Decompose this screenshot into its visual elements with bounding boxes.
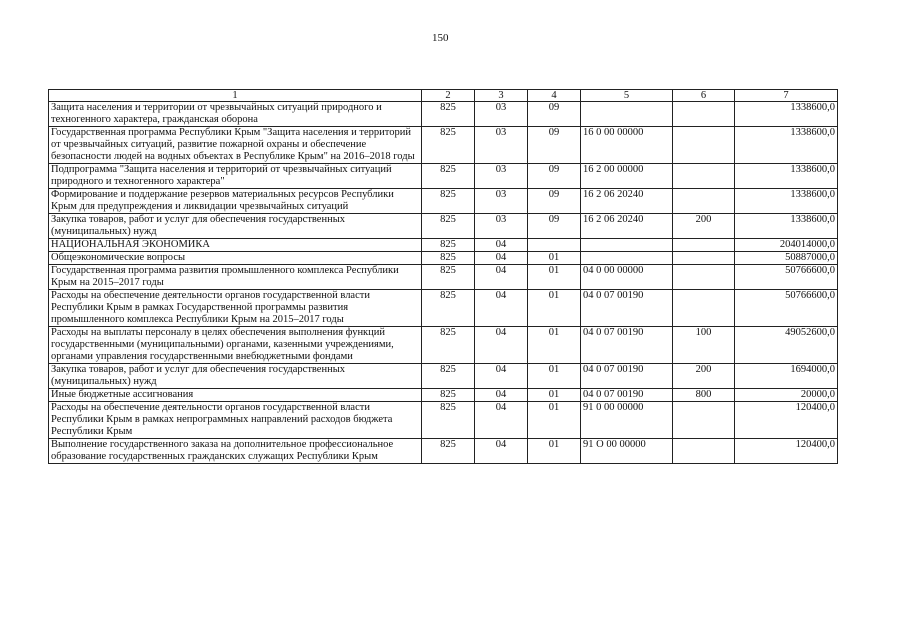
table-row — [49, 164, 838, 189]
row-code-2-cell: 825 — [422, 239, 475, 252]
row-code-6-cell — [673, 402, 735, 439]
row-code-6-cell — [673, 102, 735, 127]
budget-table — [48, 89, 838, 464]
row-name-cell: Иные бюджетные ассигнования — [49, 389, 422, 402]
row-code-2-cell: 825 — [422, 127, 475, 164]
row-code-2-cell: 825 — [422, 290, 475, 327]
column-header: 5 — [581, 90, 673, 102]
table-row — [49, 252, 838, 265]
row-code-3-cell: 04 — [475, 389, 528, 402]
row-name-cell: Подпрограмма "Защита населения и территорий от чрезвычайных ситуаций природного и техногенного характера" — [49, 164, 422, 189]
row-code-2-cell: 825 — [422, 389, 475, 402]
row-amount-cell: 1338600,0 — [735, 189, 838, 214]
row-name-cell: Формирование и поддержание резервов материальных ресурсов Республики Крым для предупреждения и ликвидации чрезвычайных ситуаций — [49, 189, 422, 214]
row-name-cell: Закупка товаров, работ и услуг для обеспечения государственных (муниципальных) нужд — [49, 364, 422, 389]
row-code-4-cell: 01 — [528, 290, 581, 327]
row-name-cell: Защита населения и территории от чрезвычайных ситуаций природного и техногенного характера, гражданская оборона — [49, 102, 422, 127]
row-code-6-cell — [673, 164, 735, 189]
row-code-4-cell: 09 — [528, 127, 581, 164]
table-row — [49, 402, 838, 439]
row-code-2-cell: 825 — [422, 164, 475, 189]
table-row — [49, 364, 838, 389]
row-code-6-cell — [673, 189, 735, 214]
row-code-2-cell: 825 — [422, 252, 475, 265]
row-code-3-cell: 04 — [475, 252, 528, 265]
row-code-5-cell: 04 0 00 00000 — [581, 265, 673, 290]
row-code-5-cell: 16 0 00 00000 — [581, 127, 673, 164]
row-code-5-cell: 16 2 00 00000 — [581, 164, 673, 189]
table-row — [49, 239, 838, 252]
row-code-3-cell: 03 — [475, 127, 528, 164]
column-header: 2 — [422, 90, 475, 102]
row-code-2-cell: 825 — [422, 364, 475, 389]
row-code-5-cell — [581, 252, 673, 265]
row-amount-cell: 49052600,0 — [735, 327, 838, 364]
row-name-cell: НАЦИОНАЛЬНАЯ ЭКОНОМИКА — [49, 239, 422, 252]
table-row — [49, 439, 838, 464]
row-code-2-cell: 825 — [422, 402, 475, 439]
table-row — [49, 214, 838, 239]
row-code-2-cell: 825 — [422, 439, 475, 464]
row-name-cell: Государственная программа Республики Крым "Защита населения и территорий от чрезвычайных ситуаций, развитие пожарной охраны и обеспечение безопасности людей на водных объектах в Республике Крым" на 2016–2018 годы — [49, 127, 422, 164]
row-code-3-cell: 03 — [475, 189, 528, 214]
row-code-3-cell: 04 — [475, 239, 528, 252]
row-code-4-cell: 09 — [528, 164, 581, 189]
row-code-5-cell: 04 0 07 00190 — [581, 364, 673, 389]
row-amount-cell: 1338600,0 — [735, 164, 838, 189]
row-code-6-cell — [673, 127, 735, 164]
table-row — [49, 290, 838, 327]
row-code-4-cell: 01 — [528, 327, 581, 364]
row-code-3-cell: 03 — [475, 164, 528, 189]
row-amount-cell: 120400,0 — [735, 439, 838, 464]
row-code-6-cell: 200 — [673, 364, 735, 389]
row-code-4-cell: 01 — [528, 265, 581, 290]
row-code-5-cell: 91 О 00 00000 — [581, 439, 673, 464]
row-name-cell: Выполнение государственного заказа на дополнительное профессиональное образование государственных гражданских служащих Республики Крым — [49, 439, 422, 464]
row-code-4-cell: 01 — [528, 364, 581, 389]
row-code-3-cell: 03 — [475, 102, 528, 127]
row-code-5-cell: 91 0 00 00000 — [581, 402, 673, 439]
row-code-3-cell: 03 — [475, 214, 528, 239]
row-name-cell: Общеэкономические вопросы — [49, 252, 422, 265]
column-header: 6 — [673, 90, 735, 102]
row-code-6-cell: 100 — [673, 327, 735, 364]
row-code-3-cell: 04 — [475, 265, 528, 290]
row-code-6-cell: 200 — [673, 214, 735, 239]
row-name-cell: Расходы на выплаты персоналу в целях обеспечения выполнения функций государственными (муниципальными) органами, казенными учреждениями, органами управления государственными внебюджетными фондами — [49, 327, 422, 364]
row-code-3-cell: 04 — [475, 364, 528, 389]
table-row — [49, 127, 838, 164]
row-code-4-cell: 01 — [528, 439, 581, 464]
column-header: 7 — [735, 90, 838, 102]
row-code-6-cell — [673, 439, 735, 464]
row-code-5-cell: 16 2 06 20240 — [581, 189, 673, 214]
row-code-4-cell: 09 — [528, 102, 581, 127]
row-amount-cell: 120400,0 — [735, 402, 838, 439]
row-code-2-cell: 825 — [422, 189, 475, 214]
row-amount-cell: 1694000,0 — [735, 364, 838, 389]
row-code-6-cell — [673, 290, 735, 327]
table-row — [49, 327, 838, 364]
row-amount-cell: 50766600,0 — [735, 290, 838, 327]
row-code-3-cell: 04 — [475, 402, 528, 439]
row-code-2-cell: 825 — [422, 214, 475, 239]
row-code-6-cell: 800 — [673, 389, 735, 402]
row-code-4-cell: 09 — [528, 214, 581, 239]
row-code-2-cell: 825 — [422, 327, 475, 364]
column-header: 3 — [475, 90, 528, 102]
row-code-6-cell — [673, 239, 735, 252]
table-row — [49, 189, 838, 214]
column-header: 4 — [528, 90, 581, 102]
row-amount-cell: 1338600,0 — [735, 214, 838, 239]
row-code-5-cell: 04 0 07 00190 — [581, 389, 673, 402]
row-name-cell: Расходы на обеспечение деятельности органов государственной власти Республики Крым в рамках Государственной программы развития промышленного комплекса Республики Крым на 2015–2017 годы — [49, 290, 422, 327]
row-name-cell: Закупка товаров, работ и услуг для обеспечения государственных (муниципальных) нужд — [49, 214, 422, 239]
row-code-3-cell: 04 — [475, 290, 528, 327]
row-code-4-cell: 09 — [528, 189, 581, 214]
row-code-3-cell: 04 — [475, 327, 528, 364]
row-code-2-cell: 825 — [422, 265, 475, 290]
row-name-cell: Расходы на обеспечение деятельности органов государственной власти Республики Крым в рамках непрограммных направлений расходов бюджета Республики Крым — [49, 402, 422, 439]
row-code-4-cell: 01 — [528, 402, 581, 439]
row-code-5-cell — [581, 102, 673, 127]
row-amount-cell: 204014000,0 — [735, 239, 838, 252]
row-code-3-cell: 04 — [475, 439, 528, 464]
row-code-6-cell — [673, 265, 735, 290]
row-code-5-cell — [581, 239, 673, 252]
row-code-5-cell: 04 0 07 00190 — [581, 290, 673, 327]
row-code-6-cell — [673, 252, 735, 265]
row-amount-cell: 20000,0 — [735, 389, 838, 402]
row-code-4-cell: 01 — [528, 389, 581, 402]
table-row — [49, 102, 838, 127]
row-name-cell: Государственная программа развития промышленного комплекса Республики Крым на 2015–2017 годы — [49, 265, 422, 290]
table-row — [49, 265, 838, 290]
table-row — [49, 389, 838, 402]
row-amount-cell: 1338600,0 — [735, 127, 838, 164]
row-amount-cell: 50887000,0 — [735, 252, 838, 265]
row-amount-cell: 1338600,0 — [735, 102, 838, 127]
row-code-4-cell: 01 — [528, 252, 581, 265]
row-code-2-cell: 825 — [422, 102, 475, 127]
row-code-5-cell: 04 0 07 00190 — [581, 327, 673, 364]
column-header: 1 — [49, 90, 422, 102]
row-code-4-cell — [528, 239, 581, 252]
header-row — [49, 90, 838, 102]
page-number: 150 — [432, 32, 449, 44]
row-code-5-cell: 16 2 06 20240 — [581, 214, 673, 239]
row-amount-cell: 50766600,0 — [735, 265, 838, 290]
